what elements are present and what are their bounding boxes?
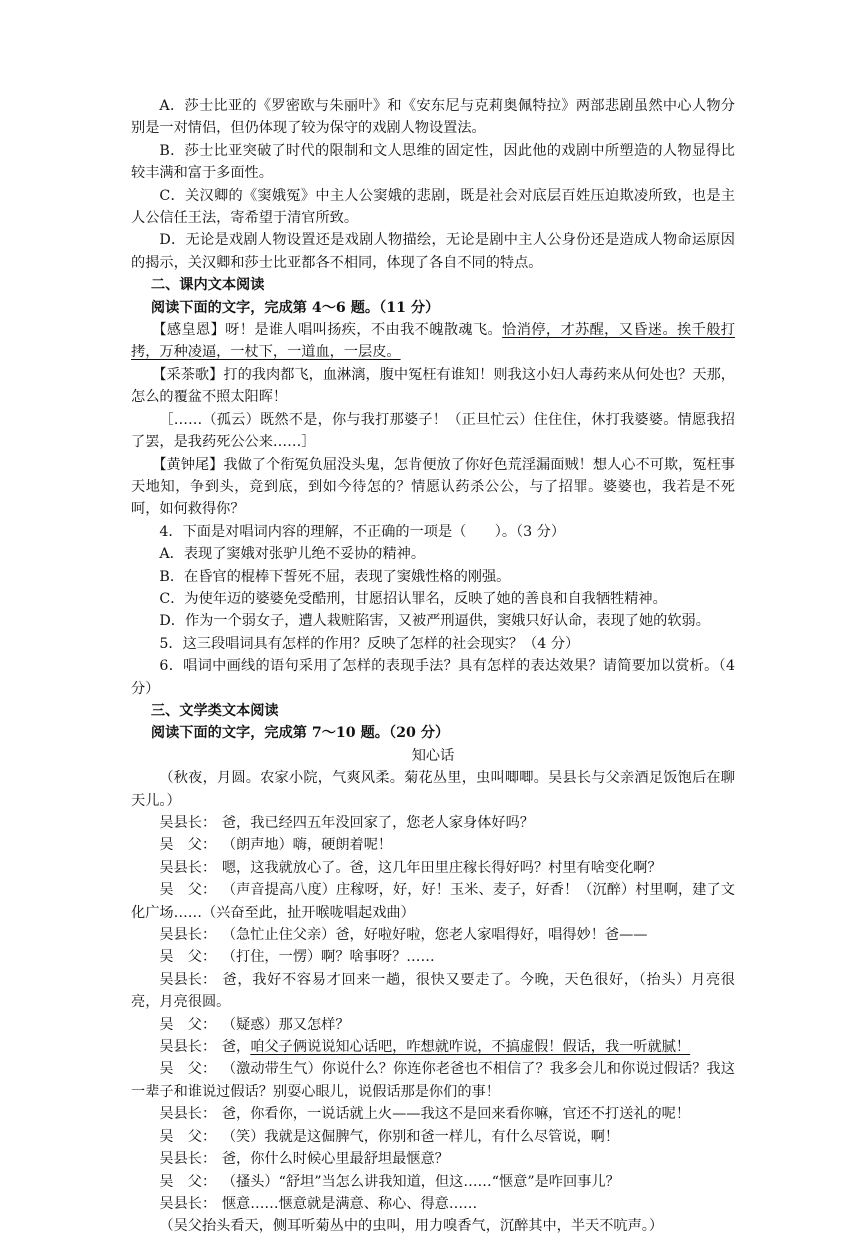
line-text: （打住，一愣）啊？啥事呀？…… [221, 949, 435, 966]
speaker: 吴县长： [159, 815, 217, 831]
underlined-line: 咱父子俩说说知心话吧，咋想就咋说，不搞虚假！假话，我一听就腻！ [250, 1039, 691, 1056]
line-text: （声音提高八度）庄稼呀，好，好！玉米、麦子，好香！（沉醉）村里啊，建了文化广场……（兴奋至此，扯开喉咙唱起戏曲） [131, 882, 735, 921]
question-4: 4．下面是对唱词内容的理解，不正确的一项是（ ）。（3 分） [159, 523, 566, 540]
dialogue-line [131, 1014, 735, 1036]
dialogue-bracket: ［……（孤云）既然不是，你与我打那婆子！（正旦忙云）住住住，休打我婆婆。情愿我招了罢，是我药死公公来……］ [131, 411, 735, 451]
speaker: 吴县长： [159, 971, 217, 988]
q3-option-d: D．无论是戏剧人物设置还是戏剧人物描绘，无论是剧中主人公身份还是造成人物命运原因的揭示，关汉卿和莎士比亚都各不相同，体现了各自不同的特点。 [131, 232, 735, 271]
q4-option-a: A．表现了窦娥对张驴儿绝不妥协的精神。 [159, 546, 426, 563]
speaker: 吴县长： [159, 1151, 217, 1168]
dialogue-line [131, 1193, 735, 1215]
line-text: 爸，我好不容易才回来一趟，很快又要走了。今晚，天色很好，（抬头）月亮很亮，月亮很圆。 [131, 971, 735, 1011]
lyric-huang-zhong-wei: 【黄钟尾】我做了个衔冤负屈没头鬼，怎肯便放了你好色荒淫漏面贼！想人心不可欺，冤枉事天地知，争到头，竞到底，到如今待怎的？情愿认药杀公公，与了招罪。婆婆也，我若是不死呵，如何救得你？ [131, 456, 735, 518]
dialogue-line [131, 857, 735, 879]
q3-option-c: C．关汉卿的《窦娥冤》中主人公窦娥的悲剧，既是社会对底层百姓压迫欺凌所致，也是主人公信任王法，寄希望于清官所致。 [131, 187, 735, 227]
dialogue-line [131, 946, 735, 968]
dialogue-line [131, 1171, 735, 1193]
section-2-heading: 二、课内文本阅读 [150, 277, 265, 294]
q4-option-b: B．在昏官的棍棒下誓死不屈，表现了窦娥性格的刚强。 [159, 568, 511, 585]
speaker: 吴县长： [159, 1039, 217, 1056]
speaker: 吴 父： [159, 1128, 217, 1145]
stage-direction-close: （吴父抬头看天，侧耳听菊丛中的虫叫，用力嗅香气，沉醉其中，半天不吭声。） [159, 1218, 664, 1235]
speaker: 吴 父： [159, 837, 217, 854]
dialogue-line [131, 969, 735, 1014]
dialogue-list [131, 812, 735, 1215]
dialogue-line [131, 1126, 735, 1148]
section-2-instruction: 阅读下面的文字，完成第 4～6 题。（11 分） [150, 299, 440, 316]
line-text: 爸，你看你，一说话就上火——我这不是回来看你嘛，官还不打送礼的呢！ [221, 1106, 691, 1123]
speaker: 吴 父： [159, 1173, 217, 1190]
dialogue-line [131, 1036, 735, 1058]
dialogue-line [131, 812, 735, 834]
dialogue-line [131, 1058, 735, 1103]
line-text: （疑惑）那又怎样？ [221, 1016, 350, 1033]
speaker: 吴 父： [159, 949, 217, 966]
q4-option-d: D．作为一个弱女子，遭人栽赃陷害，又被严刑逼供，窦娥只好认命，表现了她的软弱。 [159, 613, 710, 630]
lyric-gan-huang-en-text: 【感皇恩】呀！是谁人唱叫扬疾，不由我不魄散魂飞。 [152, 322, 503, 339]
line-text: （搔头）“舒坦”当怎么讲我知道，但这……“惬意”是咋回事儿？ [221, 1173, 620, 1190]
line-text: （笑）我就是这倔脾气，你别和爸一样儿，有什么尽管说，啊！ [221, 1128, 620, 1145]
line-text: 爸，你什么时候心里最舒坦最惬意？ [221, 1151, 449, 1168]
line-text: （激动带生气）你说什么？你连你老爸也不相信了？我多会儿和你说过假话？我这一辈子和谁说过假话？别耍心眼儿，说假话那是你们的事！ [131, 1061, 735, 1100]
q3-option-a: A．莎士比亚的《罗密欧与朱丽叶》和《安东尼与克莉奥佩特拉》两部悲剧虽然中心人物分别是一对情侣，但仍体现了较为保守的戏剧人物设置法。 [131, 98, 735, 137]
line-text: （朗声地）嗨，硬朗着呢！ [221, 837, 393, 854]
dialogue-line [131, 1148, 735, 1170]
section-3-instruction: 阅读下面的文字，完成第 7～10 题。（20 分） [150, 725, 450, 742]
dialogue-line [131, 879, 735, 924]
question-5: 5．这三段唱词具有怎样的作用？反映了怎样的社会现实？（4 分） [159, 635, 580, 652]
question-6: 6．唱词中画线的语句采用了怎样的表现手法？具有怎样的表达效果？请简要加以赏析。（4 分） [131, 658, 735, 697]
dialogue-line [131, 924, 735, 946]
q3-option-b: B．莎士比亚突破了时代的限制和文人思维的固定性，因此他的戏剧中所塑造的人物显得比较丰满和富于多面性。 [131, 142, 735, 182]
line-text: 爸， [221, 1039, 251, 1056]
line-text: 惬意……惬意就是满意、称心、得意…… [221, 1195, 478, 1212]
speaker: 吴 父： [159, 1016, 217, 1033]
line-text: 嗯，这我就放心了。爸，这几年田里庄稼长得好吗？村里有啥变化啊？ [221, 859, 662, 876]
dialogue-line [131, 834, 735, 856]
lyric-cai-cha-ge: 【采茶歌】打的我肉都飞，血淋漓，腹中冤枉有谁知！则我这小妇人毒药来从何处也？天那，怎么的覆盆不照太阳晖！ [131, 366, 735, 406]
stage-direction-open: （秋夜，月圆。农家小院，气爽风柔。菊花丛里，虫叫唧唧。吴县长与父亲酒足饭饱后在聊天儿。） [131, 770, 735, 809]
line-text: 爸，我已经四五年没回家了，您老人家身体好吗？ [221, 815, 534, 831]
speaker: 吴县长： [159, 927, 217, 944]
dialogue-line [131, 1103, 735, 1125]
underlined-lyric: 恰消停，才苏醒，又昏迷。挨千般打拷，万种凌逼，一杖下，一道血，一层皮。 [131, 322, 735, 361]
q4-option-c: C．为使年迈的婆婆免受酷刑，甘愿招认罪名，反映了她的善良和自我牺牲精神。 [159, 590, 667, 607]
line-text: （急忙止住父亲）爸，好啦好啦，您老人家唱得好，唱得妙！爸—— [221, 927, 648, 944]
lyric-gan-huang-en [131, 319, 735, 364]
speaker: 吴县长： [159, 859, 217, 876]
speaker: 吴 父： [159, 1061, 217, 1078]
speaker: 吴县长： [159, 1106, 217, 1123]
speaker: 吴 父： [159, 882, 217, 899]
section-3-heading: 三、文学类文本阅读 [150, 702, 279, 719]
speaker: 吴县长： [159, 1195, 217, 1212]
play-title: 知心话 [411, 747, 455, 764]
